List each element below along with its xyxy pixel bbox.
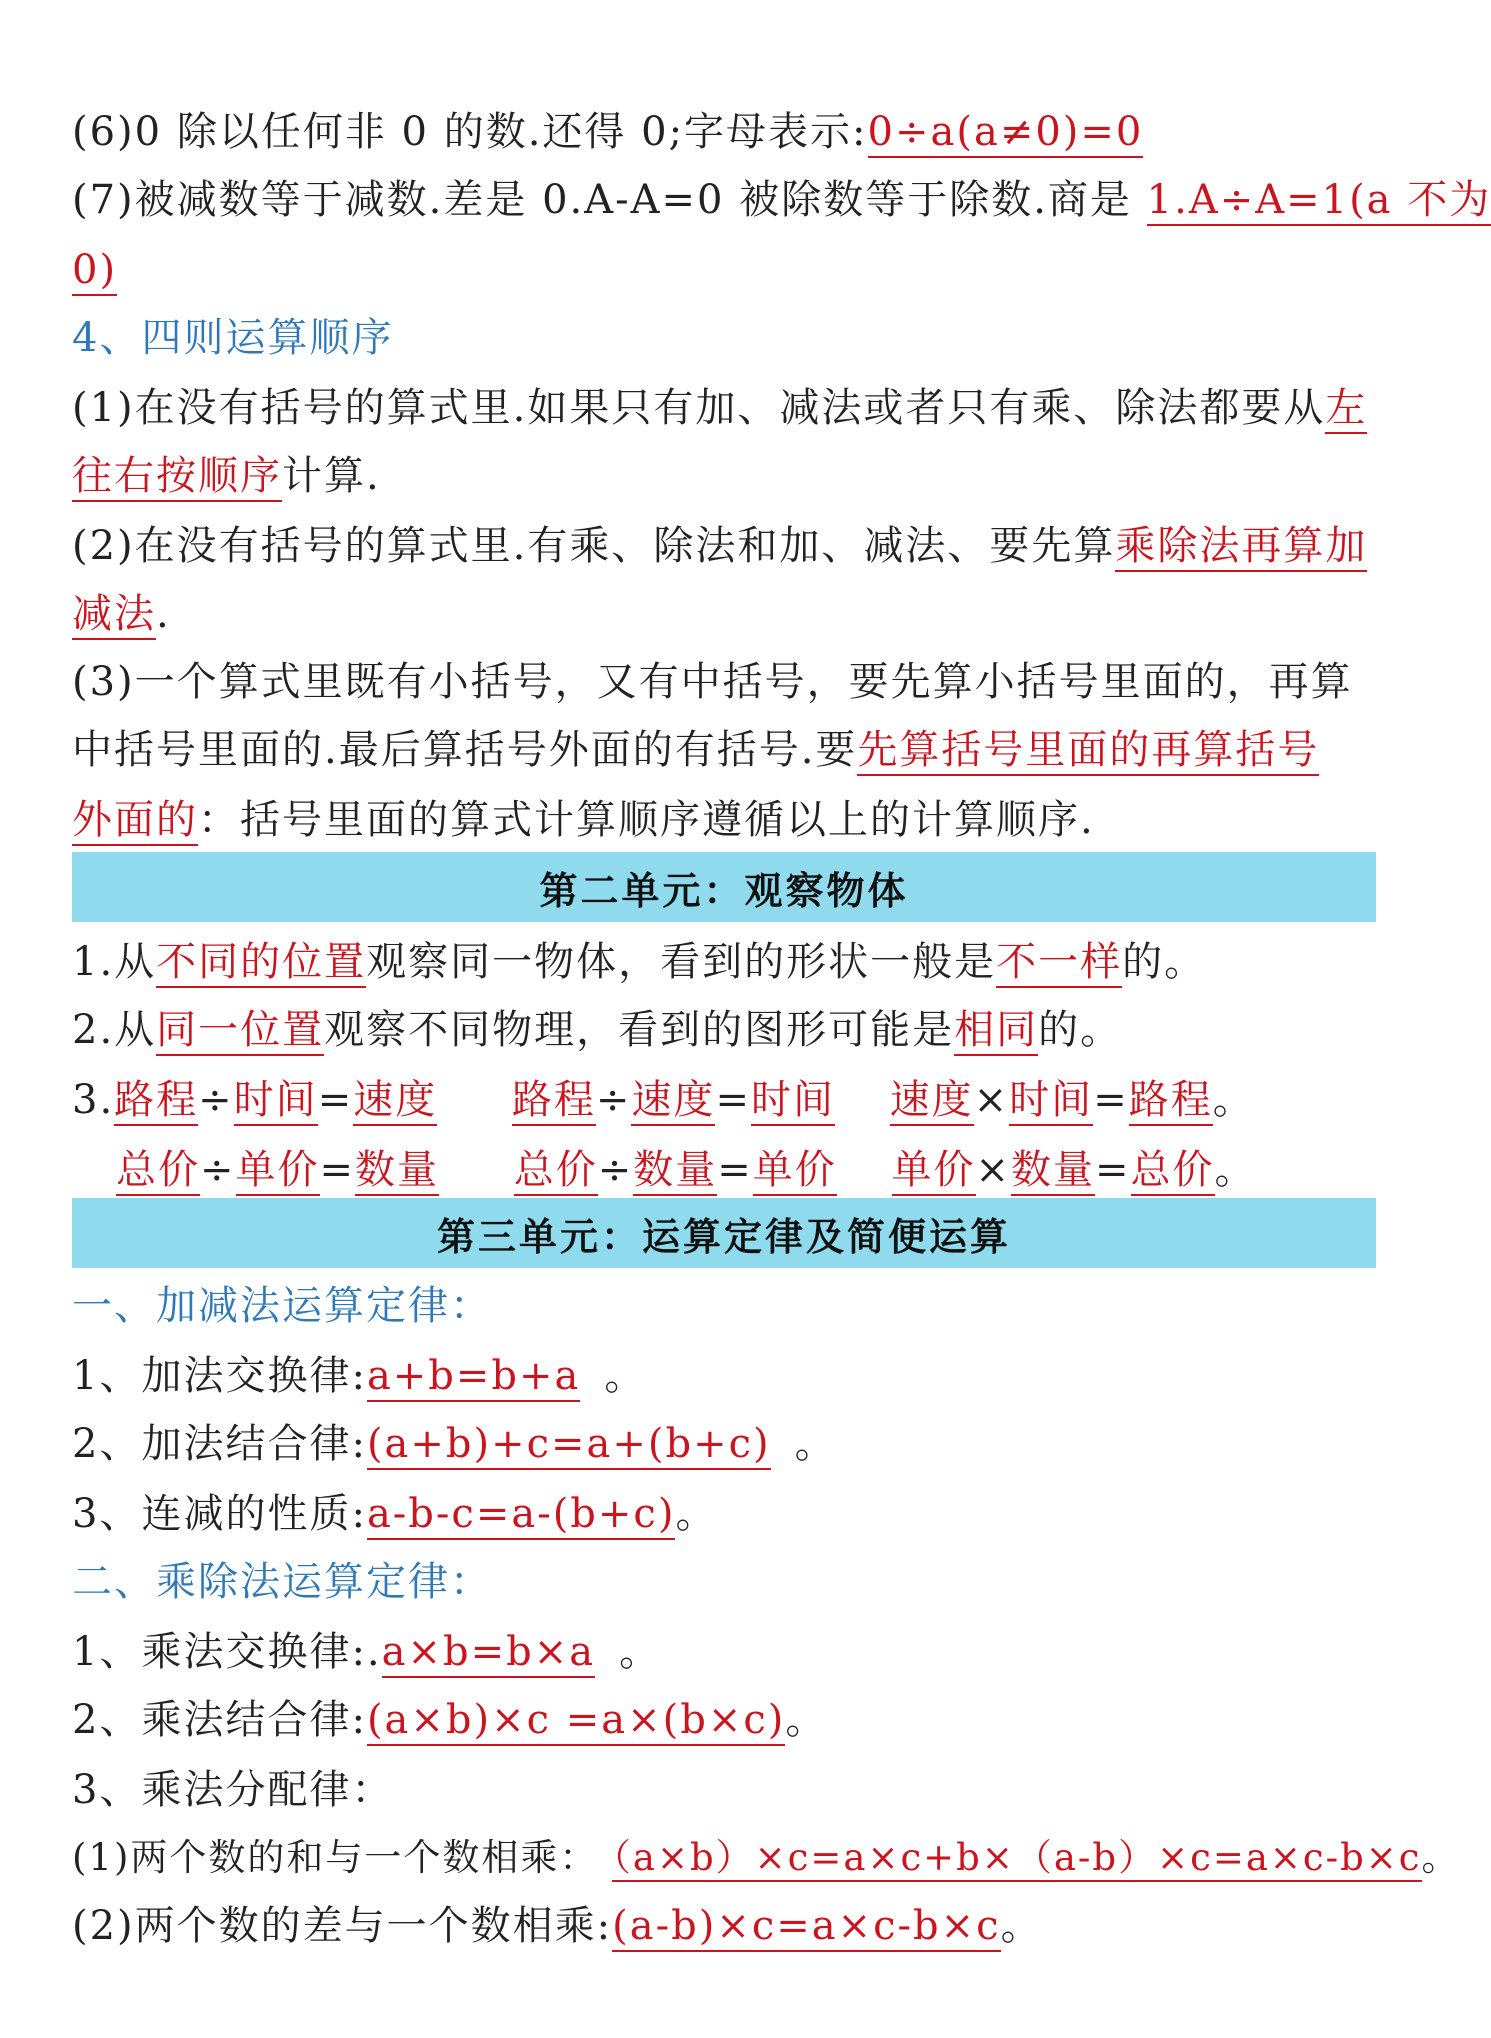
order-rule-3-line3 [72, 794, 1095, 846]
term: 路程 [512, 1077, 596, 1126]
order-rule-1 [72, 382, 1367, 434]
order-rule-1-red-cont: 往右按顺序 [72, 453, 282, 502]
operator: × [975, 1147, 1012, 1193]
text: 。 [1000, 1903, 1043, 1949]
price-formula-3 [892, 1147, 1215, 1193]
operator: = [1093, 1077, 1129, 1123]
term: 时间 [1009, 1077, 1093, 1126]
text: 的。 [1122, 939, 1207, 985]
term: 总价 [116, 1147, 200, 1196]
law-label: 3、连减的性质: [72, 1491, 367, 1537]
law-formula: (a-b)×c=a×c-b×c [612, 1903, 1000, 1952]
order-rule-1-red: 左 [1325, 385, 1367, 434]
rule-7-cont [72, 244, 117, 296]
order-rule-3-text-cont: ：括号里面的算式计算顺序遵循以上的计算顺序. [198, 797, 1095, 843]
mul-law-3 [72, 1764, 393, 1816]
add-law-1 [72, 1350, 646, 1402]
law-label: 1、加法交换律: [72, 1353, 367, 1399]
rule-6-formula: 0÷a(a≠0)=0 [868, 109, 1144, 158]
law-formula: a×b=b×a [382, 1629, 595, 1678]
unit-2-banner: 第二单元：观察物体 [72, 852, 1376, 922]
term: 速度 [631, 1077, 715, 1126]
speed-formula-2 [512, 1077, 835, 1123]
unit-2-point-1 [72, 936, 1206, 988]
operator: = [717, 1147, 753, 1193]
keyword: 同一位置 [156, 1007, 324, 1056]
law-label: (2)两个数的差与一个数相乘: [72, 1903, 613, 1949]
text: 观察同一物体，看到的形状一般是 [366, 939, 997, 985]
operator: = [319, 1147, 356, 1193]
term: 数量 [633, 1147, 717, 1196]
term: 总价 [1131, 1147, 1215, 1196]
term: 速度 [890, 1077, 974, 1126]
law-label: 3、乘法分配律： [72, 1767, 394, 1813]
order-rule-2-red: 乘除法再算加 [1115, 523, 1367, 572]
unit-2-point-2 [72, 1004, 1122, 1056]
rule-7-text: (7)被减数等于减数.差是 0.A-A=0 被除数等于除数.商是 [72, 177, 1147, 223]
text: 。 [794, 1421, 837, 1467]
order-rule-2 [72, 520, 1367, 572]
order-rule-2-text: (2)在没有括号的算式里.有乘、除法和加、减法、要先算 [72, 523, 1116, 569]
order-rule-3-line1: (3)一个算式里既有小括号，又有中括号，要先算小括号里面的，再算 [72, 659, 1353, 705]
text: 的。 [1038, 1007, 1123, 1053]
term: 数量 [355, 1147, 439, 1196]
law-formula: a+b=b+a [367, 1353, 580, 1402]
order-rule-2-red-cont: 减法 [72, 591, 156, 640]
text: 3. [72, 1077, 115, 1123]
text: 。 [1421, 1836, 1461, 1879]
text: 。 [1212, 1077, 1255, 1123]
law-label: (1)两个数的和与一个数相乘： [72, 1836, 599, 1879]
order-rule-1-text-cont: 计算. [282, 453, 381, 499]
operator: ÷ [198, 1077, 234, 1123]
speed-formula-1 [114, 1077, 437, 1126]
section-4-heading: 4、四则运算顺序 [72, 315, 394, 361]
price-formula-1 [116, 1147, 439, 1196]
text: 1.从 [72, 939, 157, 985]
rule-6-text: (6)0 除以任何非 0 的数.还得 0;字母表示: [72, 109, 868, 155]
keyword: 不一样 [996, 939, 1122, 988]
term: 路程 [114, 1077, 198, 1126]
mul-law-1 [72, 1626, 661, 1678]
term: 时间 [234, 1077, 318, 1126]
text: 。 [604, 1353, 647, 1399]
law-formula: （a×b）×c=a×c+b×（a-b）×c=a×c-b×c [612, 1836, 1421, 1882]
law-formula: (a×b)×c =a×(b×c) [367, 1697, 785, 1746]
term: 单价 [236, 1147, 320, 1196]
text: 。 [1214, 1147, 1257, 1193]
law-formula: (a+b)+c=a+(b+c) [367, 1421, 771, 1470]
order-rule-1-text: (1)在没有括号的算式里.如果只有加、减法或者只有乘、除法都要从 [72, 385, 1326, 431]
rule-7 [72, 174, 1491, 226]
mul-law-2 [72, 1694, 827, 1746]
mul-law-3-1 [72, 1832, 1461, 1884]
price-formula-2 [514, 1147, 837, 1193]
law-label: 1、乘法交换律:. [72, 1629, 382, 1675]
text: 2.从 [72, 1007, 157, 1053]
rule-6 [72, 106, 1143, 158]
term: 总价 [514, 1147, 598, 1196]
term: 速度 [353, 1077, 437, 1126]
operator: ÷ [595, 1077, 632, 1123]
speed-formula-3 [890, 1077, 1213, 1123]
order-rule-3-red: 先算括号里面的再算括号 [857, 727, 1319, 776]
unit-2-point-3 [72, 1074, 1255, 1126]
order-rule-2-cont [72, 588, 171, 640]
operator: × [973, 1077, 1010, 1123]
text: 。 [785, 1697, 828, 1743]
law-formula: a-b-c=a-(b+c) [367, 1491, 676, 1540]
order-rule-3-red-cont: 外面的 [72, 797, 198, 846]
order-rule-3-text: 中括号里面的.最后算括号外面的有括号.要 [72, 727, 858, 773]
operator: ÷ [597, 1147, 634, 1193]
order-rule-3-line2 [72, 724, 1319, 776]
add-law-2 [72, 1418, 837, 1470]
add-law-3 [72, 1488, 717, 1540]
rule-7-formula-cont: 0) [72, 247, 117, 296]
text: 观察不同物理，看到的图形可能是 [324, 1007, 955, 1053]
order-rule-2-text-cont: . [156, 591, 171, 637]
mul-laws-heading: 二、乘除法运算定律： [72, 1559, 492, 1605]
order-rule-1-cont [72, 450, 381, 502]
term: 单价 [753, 1147, 837, 1196]
law-label: 2、乘法结合律: [72, 1697, 367, 1743]
operator: = [317, 1077, 354, 1123]
term: 数量 [1011, 1147, 1095, 1196]
mul-law-3-2 [72, 1900, 1043, 1952]
unit-2-point-4 [116, 1144, 1257, 1196]
add-laws-heading: 一、加减法运算定律： [72, 1283, 492, 1329]
text: 。 [675, 1491, 718, 1537]
keyword: 不同的位置 [156, 939, 366, 988]
text: 。 [619, 1629, 662, 1675]
rule-7-formula: 1.A÷A=1(a 不为 [1147, 177, 1491, 226]
term: 路程 [1129, 1077, 1213, 1126]
unit-3-banner: 第三单元：运算定律及简便运算 [72, 1198, 1376, 1268]
operator: = [715, 1077, 751, 1123]
term: 单价 [892, 1147, 976, 1196]
keyword: 相同 [954, 1007, 1038, 1056]
law-label: 2、加法结合律: [72, 1421, 367, 1467]
order-rule-3 [72, 656, 1353, 708]
operator: ÷ [200, 1147, 236, 1193]
operator: = [1095, 1147, 1131, 1193]
term: 时间 [751, 1077, 835, 1126]
